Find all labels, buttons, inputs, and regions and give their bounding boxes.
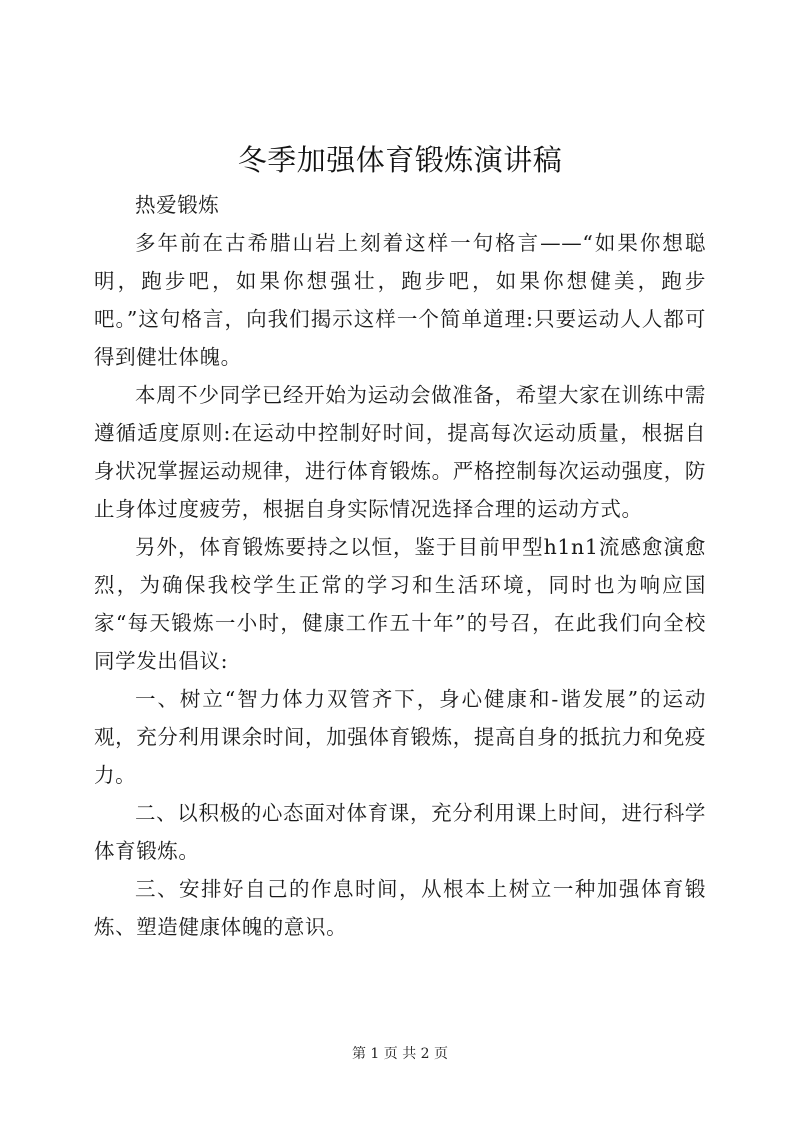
paragraph-point-one: 一、树立“智力体力双管齐下，身心健康和-谐发展”的运动观，充分利用课余时间，加强体育锻炼，提高自身的抵抗力和免疫力。 bbox=[94, 687, 706, 787]
page-footer: 第 1 页 共 2 页 bbox=[351, 1046, 449, 1062]
paragraph-motto: 多年前在古希腊山岩上刻着这样一句格言——“如果你想聪明，跑步吧，如果你想强壮，跑步吧，如果你想健美，跑步吧。”这句格言，向我们揭示这样一个简单道理:只要运动人人都可得到健壮体魄。 bbox=[94, 231, 706, 369]
paragraph-point-two: 二、以积极的心态面对体育课，充分利用课上时间，进行科学体育锻炼。 bbox=[94, 801, 706, 863]
paragraph-subtitle: 热爱锻炼 bbox=[135, 193, 220, 217]
document-title: 冬季加强体育锻炼演讲稿 bbox=[237, 143, 563, 177]
paragraph-preparation: 本周不少同学已经开始为运动会做准备，希望大家在训练中需遵循适度原则:在运动中控制好时间，提高每次运动质量，根据自身状况掌握运动规律，进行体育锻炼。严格控制每次运动强度，防止身体过度疲劳，根据自身实际情况选择合理的运动方式。 bbox=[94, 383, 706, 521]
paragraph-initiative: 另外，体育锻炼要持之以恒，鉴于目前甲型h1n1流感愈演愈烈，为确保我校学生正常的学习和生活环境，同时也为响应国家“每天锻炼一小时，健康工作五十年”的号召，在此我们向全校同学发出倡议: bbox=[94, 535, 706, 673]
document-body bbox=[94, 186, 706, 946]
paragraph-point-three: 三、安排好自己的作息时间，从根本上树立一种加强体育锻炼、塑造健康体魄的意识。 bbox=[94, 877, 706, 939]
